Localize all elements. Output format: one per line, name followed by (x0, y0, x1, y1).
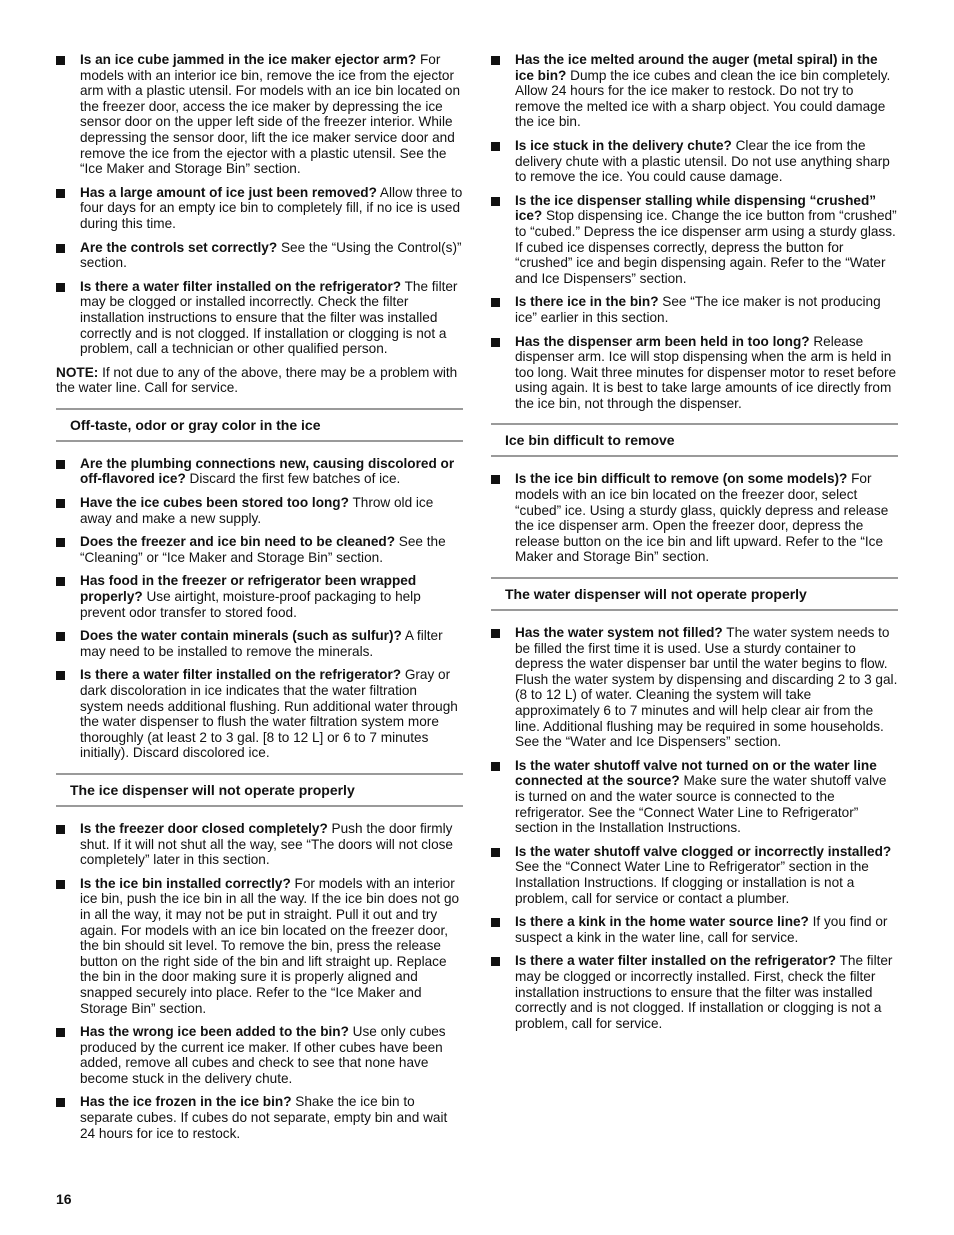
answer-text: Use airtight, moisture-proof packaging to help prevent odor transfer to stored food. (80, 589, 421, 620)
question-text: Are the plumbing connections new, causing discolored or off-flavored ice? (80, 455, 455, 487)
question-text: Is ice stuck in the delivery chute? (515, 137, 732, 153)
note-label: NOTE: (56, 364, 99, 380)
square-bullet-icon (56, 577, 65, 586)
answer-text: See “The ice maker is not producing ice” earlier in this section. (515, 294, 881, 325)
answer-text: If you find or suspect a kink in the water line, call for service. (515, 914, 888, 945)
square-bullet-icon (56, 189, 65, 198)
answer-text: Clear the ice from the delivery chute with a plastic utensil. Do not use anything sharp to remove the ice. You could cause damage. (515, 137, 890, 185)
answer-text: The water system needs to be filled the first time it is used. Use a sturdy container to depress the water dispenser bar until the water begins to flow. Flush the water system by dispensing and discarding 2 to 3 gal. (8 to 12 L) of water. Cleaning the system will take approximately 6 to 7 minutes and will help clear air from the line. Additional flushing may be required in some households. See the “Water and Ice Dispensers” section. (515, 625, 898, 750)
square-bullet-icon (491, 475, 500, 484)
square-bullet-icon (491, 56, 500, 65)
square-bullet-icon (56, 880, 65, 889)
list-item (491, 193, 898, 287)
list-item (491, 914, 898, 945)
list-item (56, 573, 463, 620)
list-item (56, 279, 463, 357)
square-bullet-icon (56, 460, 65, 469)
square-bullet-icon (491, 918, 500, 927)
question-text: Does the freezer and ice bin need to be cleaned? (80, 534, 396, 550)
list-item (491, 334, 898, 412)
section-heading-ice-bin: Ice bin difficult to remove (491, 423, 898, 457)
list-item (56, 628, 463, 659)
answer-text: Use only cubes produced by the current ice maker. If other cubes have been added, remove all cubes and check to see that none have become stuck in the delivery chute. (80, 1024, 446, 1086)
right-block-1 (491, 52, 898, 411)
square-bullet-icon (491, 338, 500, 347)
ice-dispenser-list (56, 821, 463, 1141)
question-text: Has food in the freezer or refrigerator been wrapped properly? (80, 573, 417, 605)
left-block-1 (56, 52, 463, 357)
section-heading-water-dispenser: The water dispenser will not operate properly (491, 577, 898, 611)
answer-text: Gray or dark discoloration in ice indicates that the water filtration system needs additional flushing. Run additional water through the water dispenser to flush the water filtration system more thoroughly (at least 2 to 3 gal. [8 to 12 L] or 6 to 7 minutes initially). Discard discolored ice. (80, 667, 458, 761)
question-text: Have the ice cubes been stored too long? (80, 495, 349, 511)
answer-text: See the “Connect Water Line to Refrigerator” section in the Installation Instructions. If clogging or installation is not a problem, call for service or contact a plumber. (515, 859, 869, 906)
square-bullet-icon (56, 56, 65, 65)
question-text: Has the water system not filled? (515, 625, 723, 641)
question-text: Is the ice bin difficult to remove (on some models)? (515, 471, 848, 487)
square-bullet-icon (56, 671, 65, 680)
answer-text: For models with an ice bin located on the freezer door, select “cubed” ice. Using a sturdy glass, quickly depress and release the ice dispenser arm. Open the freezer door, depress the release button on the ice bin and lift upward. Refer to the “Ice Maker and Storage Bin” section. (515, 471, 889, 565)
list-item (491, 953, 898, 1031)
question-text: Is an ice cube jammed in the ice maker ejector arm? (80, 52, 417, 67)
list-item (491, 625, 898, 750)
list-item (56, 456, 463, 487)
note-paragraph (56, 365, 463, 396)
square-bullet-icon (56, 244, 65, 253)
list-item (491, 844, 898, 906)
question-text: Is there ice in the bin? (515, 294, 659, 310)
question-text: Does the water contain minerals (such as sulfur)? (80, 628, 402, 644)
list-item (56, 667, 463, 761)
answer-text: Make sure the water shutoff valve is turned on and the water source is connected to the refrigerator. See the “Connect Water Line to Refrigerator” section in the Installation Instructions. (515, 773, 887, 836)
answer-text: See the “Cleaning” or “Ice Maker and Storage Bin” section. (80, 534, 446, 565)
question-text: Has a large amount of ice just been removed? (80, 184, 377, 200)
question-text: Is the ice dispenser stalling while dispensing “crushed” ice? (515, 192, 877, 224)
answer-text: Shake the ice bin to separate cubes. If cubes do not separate, empty bin and wait 24 hours for ice to restock. (80, 1094, 448, 1141)
question-text: Is the water shutoff valve not turned on or the water line connected at the source? (515, 757, 877, 789)
answer-text: Release dispenser arm. Ice will stop dispensing when the arm is held in too long. Wait three minutes for dispenser motor to reset before using again. It is best to take large amounts of ice directly from the ice bin, not through the dispenser. (515, 333, 897, 411)
list-item (56, 52, 463, 177)
square-bullet-icon (491, 197, 500, 206)
question-text: Is there a water filter installed on the refrigerator? (515, 953, 837, 969)
list-item (56, 1094, 463, 1141)
list-item (56, 495, 463, 526)
answer-text: A filter may need to be installed to remove the minerals. (80, 628, 443, 659)
answer-text: Stop dispensing ice. Change the ice button from “crushed” to “cubed.” Depress the ice dispenser arm using a sturdy glass. If cubed ice dispenses correctly, depress the button for “crushed” ice and begin dispensing again. Refer to the “Water and Ice Dispensers” section. (515, 208, 897, 286)
square-bullet-icon (56, 283, 65, 292)
list-item (56, 534, 463, 565)
square-bullet-icon (491, 957, 500, 966)
answer-text: Dump the ice cubes and clean the ice bin completely. Allow 24 hours for the ice maker to restock. Do not try to remove the melted ice with a sharp object. You could damage the ice bin. (515, 67, 891, 130)
question-text: Has the ice frozen in the ice bin? (80, 1094, 292, 1110)
page-number: 16 (56, 1191, 72, 1207)
list-item (56, 1024, 463, 1086)
offtaste-list (56, 456, 463, 761)
question-text: Is the water shutoff valve clogged or incorrectly installed? (515, 843, 892, 859)
question-text: Is there a water filter installed on the refrigerator? (80, 278, 402, 294)
question-text: Has the ice melted around the auger (metal spiral) in the ice bin? (515, 52, 878, 83)
question-text: Is the freezer door closed completely? (80, 820, 328, 836)
answer-text: The filter may be clogged or installed incorrectly. Check the filter installation instructions to ensure that the filter was installed correctly and is not clogged. If installation or clogging is not a problem, call a technician or other qualified person. (80, 278, 458, 357)
square-bullet-icon (491, 848, 500, 857)
answer-text: Throw old ice away and make a new supply. (80, 495, 434, 526)
answer-text: The filter may be clogged or incorrectly installed. First, check the filter installation instructions to ensure that the filter was installed correctly and is not clogged. If installation or clogging is not a problem, call for service. (515, 953, 893, 1031)
question-text: Has the wrong ice been added to the bin? (80, 1024, 349, 1040)
list-item (491, 471, 898, 565)
square-bullet-icon (56, 538, 65, 547)
left-column (56, 52, 463, 1149)
question-text: Has the dispenser arm been held in too long? (515, 333, 810, 349)
question-text: Is the ice bin installed correctly? (80, 875, 291, 891)
list-item (491, 138, 898, 185)
list-item (56, 185, 463, 232)
answer-text: Discard the first few batches of ice. (185, 471, 401, 487)
square-bullet-icon (491, 629, 500, 638)
water-dispenser-list (491, 625, 898, 1031)
square-bullet-icon (491, 762, 500, 771)
square-bullet-icon (491, 298, 500, 307)
answer-text: See the “Using the Control(s)” section. (80, 239, 462, 271)
answer-text: For models with an interior ice bin, remove the ice from the ejector arm with a plastic utensil. For models with an ice bin located on the freezer door, access the ice maker by depressing the ice sensor door on the upper left side of the freezer interior. While depressing the sensor door, lift the ice maker service door and remove the ice from the ejector with a plastic utensil. See the “Ice Maker and Storage Bin” section. (80, 52, 461, 177)
answer-text: Push the door firmly shut. If it will not shut all the way, see “The doors will not close completely” later in this section. (80, 820, 453, 868)
section-heading-ice-dispenser: The ice dispenser will not operate properly (56, 773, 463, 807)
question-text: Is there a kink in the home water source line? (515, 914, 809, 930)
square-bullet-icon (56, 825, 65, 834)
answer-text: For models with an interior ice bin, push the ice bin in all the way. If the ice bin does not go in all the way, it may not be put in straight. Pull it out and try again. For models with an ice bin located on the freezer door, the bin should sit level. To remove the bin, press the release button on the right side of the bin and lift straight up. Replace the bin in the door making sure it is properly aligned and snapped securely into place. Refer to the “Ice Maker and Storage Bin” section. (80, 875, 460, 1016)
list-item (56, 876, 463, 1016)
right-column (491, 52, 898, 1039)
list-item (491, 758, 898, 836)
square-bullet-icon (56, 632, 65, 641)
section-heading-offtaste: Off-taste, odor or gray color in the ice (56, 408, 463, 442)
square-bullet-icon (491, 142, 500, 151)
square-bullet-icon (56, 1098, 65, 1107)
square-bullet-icon (56, 499, 65, 508)
list-item (56, 240, 463, 271)
question-text: Is there a water filter installed on the refrigerator? (80, 667, 402, 683)
ice-bin-list (491, 471, 898, 565)
list-item (491, 52, 898, 130)
list-item (56, 821, 463, 868)
answer-text: Allow three to four days for an empty ice bin to completely fill, if no ice is used during this time. (80, 184, 463, 231)
question-text: Are the controls set correctly? (80, 239, 278, 255)
note-text: If not due to any of the above, there may be a problem with the water line. Call for service. (56, 364, 458, 396)
square-bullet-icon (56, 1028, 65, 1037)
list-item (491, 294, 898, 325)
